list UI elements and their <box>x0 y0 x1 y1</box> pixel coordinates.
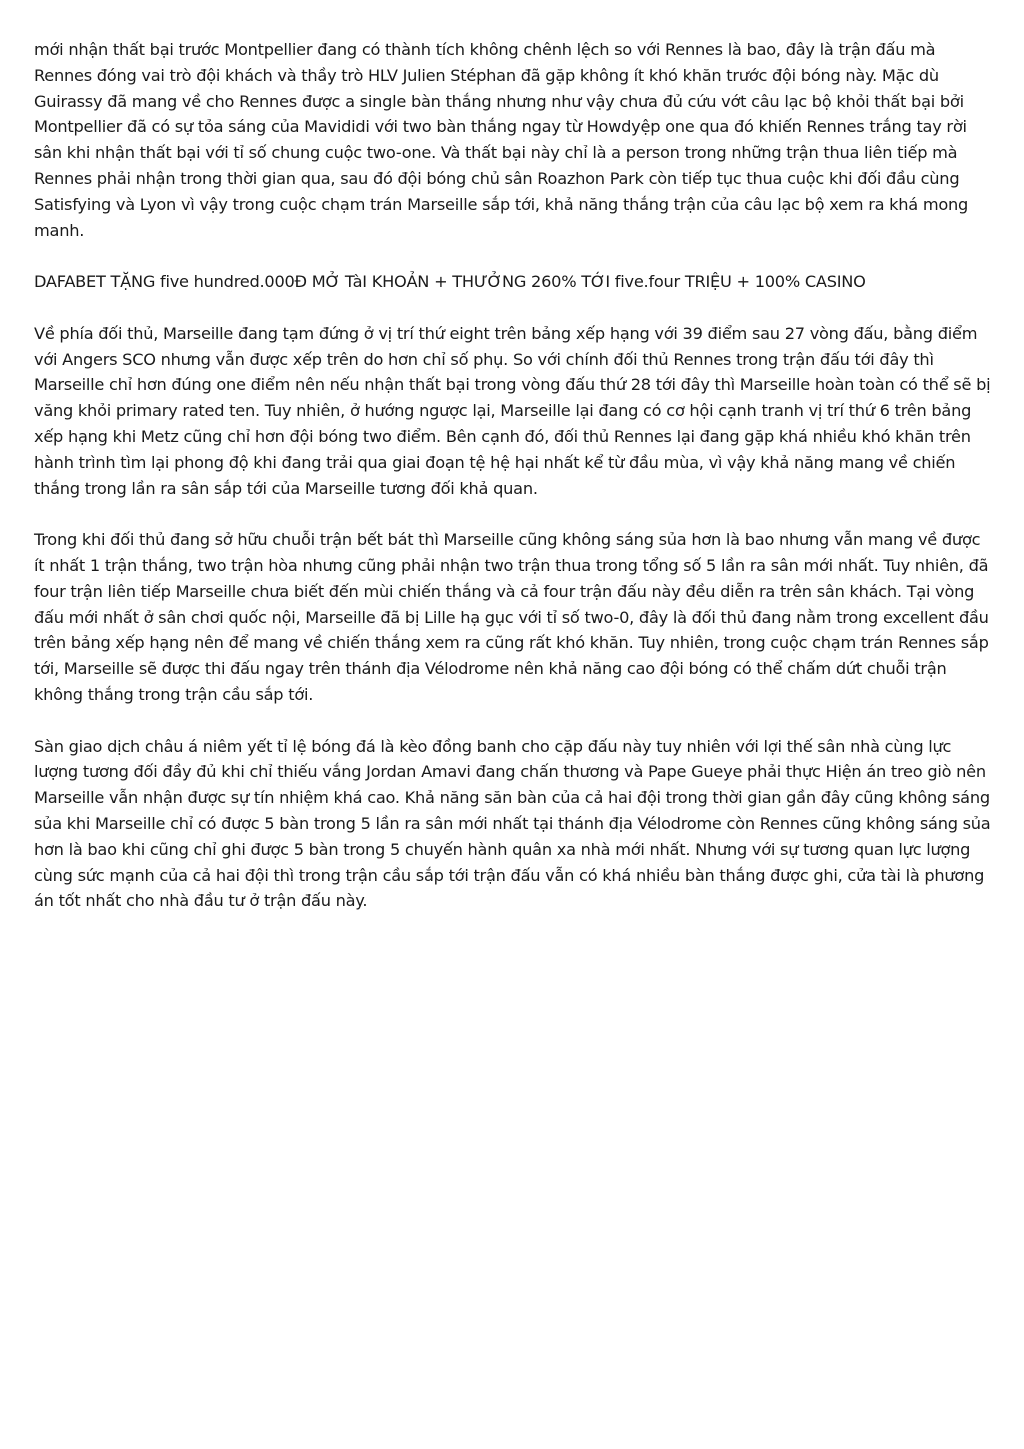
paragraph-betting-prediction: Sàn giao dịch châu á niêm yết tỉ lệ bóng đá là kèo đồng banh cho cặp đấu này tuy nhiên với lợi thế sân nhà cùng lực lượng tương đối đầy đủ khi chỉ thiếu vắng Jordan Amavi đang chấn thương và Pape Gueye phải thực Hiện án treo giò nên Marseille vẫn nhận được sự tín nhiệm khá cao. Khả năng săn bàn của cả hai đội trong thời gian gần đây cũng không sáng sủa khi Marseille chỉ có được 5 bàn trong 5 lần ra sân mới nhất tại thánh địa Vélodrome còn Rennes cũng không sáng sủa hơn là bao khi cũng chỉ ghi được 5 bàn trong 5 chuyến hành quân xa nhà mới nhất. Nhưng với sự tương quan lực lượng cùng sức mạnh của cả hai đội thì trong trận cầu sắp tới trận đấu vẫn có khá nhiều bàn thắng được ghi, cửa tài là phương án tốt nhất cho nhà đầu tư ở trận đấu này. <box>34 736 991 911</box>
paragraph-marseille-standing: Về phía đối thủ, Marseille đang tạm đứng ở vị trí thứ eight trên bảng xếp hạng với 39 điểm sau 27 vòng đấu, bằng điểm với Angers SCO nhưng vẫn được xếp trên do hơn chỉ số phụ. So với chính đối thủ Rennes trong trận đấu tới đây thì Marseille chỉ hơn đúng one điểm nên nếu nhận thất bại trong vòng đấu thứ 28 tới đây thì Marseille hoàn toàn có thể sẽ bị văng khỏi primary rated ten. Tuy nhiên, ở hướng ngược lại, Marseille lại đang có cơ hội cạnh tranh vị trí thứ 6 trên bảng xếp hạng khi Metz cũng chỉ hơn đội bóng two điểm. Bên cạnh đó, đối thủ Rennes lại đang gặp khá nhiều khó khăn trên hành trình tìm lại phong độ khi đang trải qua giai đoạn tệ hệ hại nhất kể từ đầu mùa, vì vậy khả năng mang về chiến thắng trong lần ra sân sắp tới của Marseille tương đối khả quan. <box>34 323 991 498</box>
promo-line: DAFABET TẶNG five hundred.000Đ MỞ TàI KHOẢN + THƯỞNG 260% TỚI five.four TRIỆU + 100% CASINO <box>34 272 866 292</box>
document-body <box>34 37 994 914</box>
paragraph-marseille-form: Trong khi đối thủ đang sở hữu chuỗi trận bết bát thì Marseille cũng không sáng sủa hơn là bao nhưng vẫn mang về được ít nhất 1 trận thắng, two trận hòa nhưng cũng phải nhận two trận thua trong tổng số 5 lần ra sân mới nhất. Tuy nhiên, đã four trận liên tiếp Marseille chưa biết đến mùi chiến thắng và cả four trận đấu này đều diễn ra trên sân khách. Tại vòng đấu mới nhất ở sân chơi quốc nội, Marseille đã bị Lille hạ gục với tỉ số two-0, đây là đối thủ đang nằm trong excellent đầu trên bảng xếp hạng nên để mang về chiến thắng xem ra cũng rất khó khăn. Tuy nhiên, trong cuộc chạm trán Rennes sắp tới, Marseille sẽ được thi đấu ngay trên thánh địa Vélodrome nên khả năng cao đội bóng có thể chấm dứt chuỗi trận không thắng trong trận cầu sắp tới. <box>34 530 989 704</box>
paragraph-rennes-form: mới nhận thất bại trước Montpellier đang có thành tích không chênh lệch so với Rennes là bao, đây là trận đấu mà Rennes đóng vai trò đội khách và thầy trò HLV Julien Stéphan đã gặp không ít khó khăn trước đội bóng này. Mặc dù Guirassy đã mang về cho Rennes được a single bàn thắng nhưng như vậy chưa đủ cứu vớt câu lạc bộ khỏi thất bại bởi Montpellier đã có sự tỏa sáng của Mavididi với two bàn thắng ngay từ Howdyệp one qua đó khiến Rennes trắng tay rời sân khi nhận thất bại với tỉ số chung cuộc two-one. Và thất bại này chỉ là a person trong những trận thua liên tiếp mà Rennes phải nhận trong thời gian qua, sau đó đội bóng chủ sân Roazhon Park còn tiếp tục thua cuộc khi đối đầu cùng Satisfying và Lyon vì vậy trong cuộc chạm trán Marseille sắp tới, khả năng thắng trận của câu lạc bộ xem ra khá mong manh. <box>34 40 969 240</box>
